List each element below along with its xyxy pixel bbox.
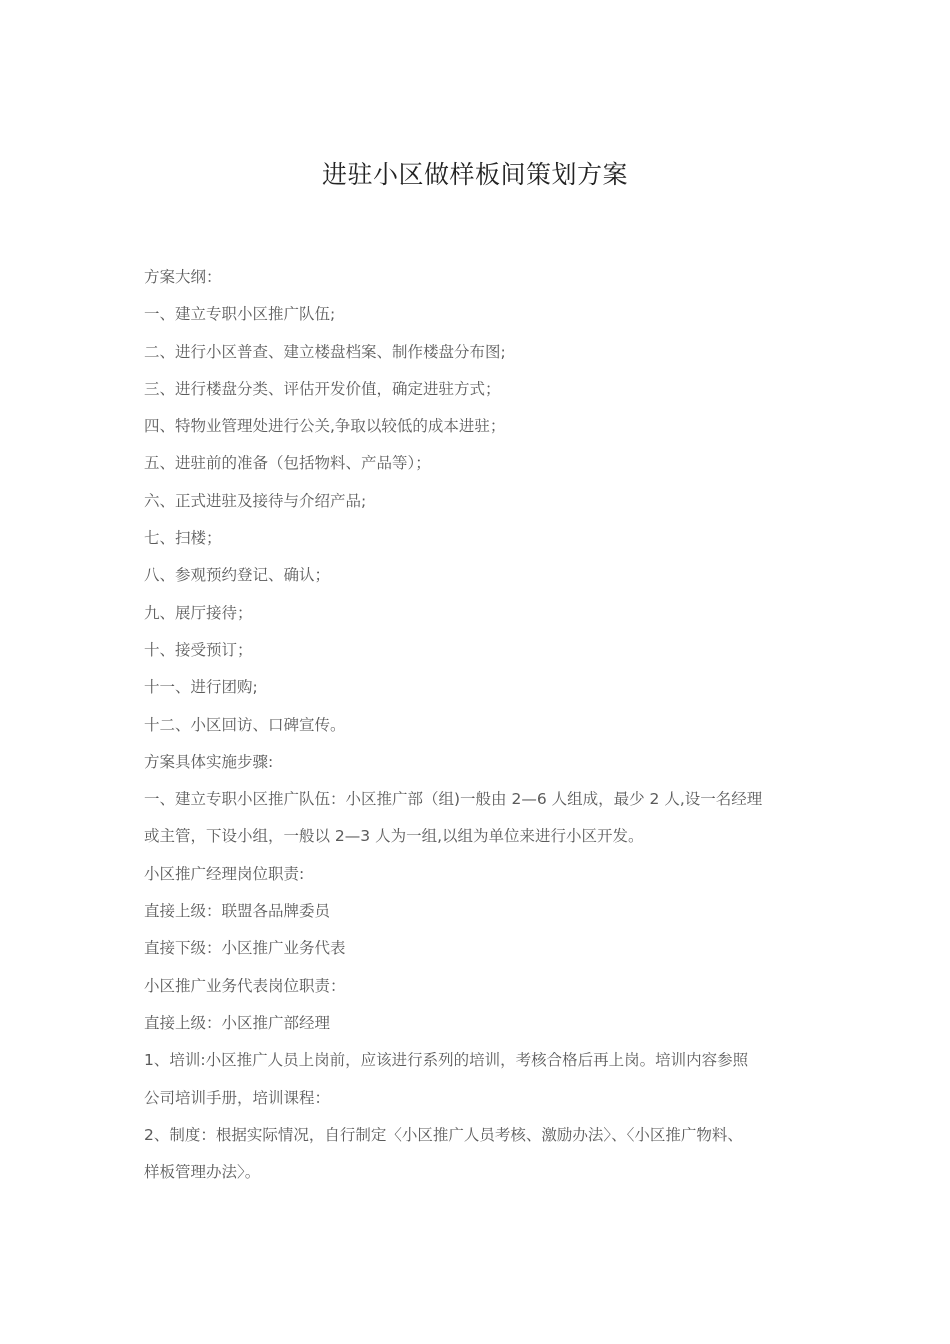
representative-direct-superior: 直接上级：小区推广部经理 xyxy=(144,1013,331,1032)
outline-item-11: 十一、进行团购; xyxy=(144,678,258,697)
outline-item-1: 一、建立专职小区推广队伍; xyxy=(144,305,336,324)
outline-item-3: 三、进行楼盘分类、评估开发价值，确定进驻方式； xyxy=(144,379,501,398)
outline-item-9: 九、展厅接待； xyxy=(144,603,253,622)
outline-item-4: 四、特物业管理处进行公关,争取以较低的成本进驻； xyxy=(144,417,506,436)
document-title: 进驻小区做样板间策划方案 xyxy=(321,160,628,189)
outline-item-7: 七、扫楼； xyxy=(144,529,222,548)
document-body xyxy=(144,259,824,1191)
system-paragraph-line-1: 2、制度：根据实际情况，自行制定〈小区推广人员考核、激励办法〉、〈小区推广物料、 xyxy=(144,1125,743,1144)
outline-item-6: 六、正式进驻及接待与介绍产品; xyxy=(144,491,367,510)
manager-direct-superior: 直接上级：联盟各品牌委员 xyxy=(144,902,331,921)
outline-heading: 方案大纲： xyxy=(144,268,222,286)
outline-item-5: 五、进驻前的准备（包括物料、产品等）； xyxy=(144,454,431,473)
outline-item-10: 十、接受预订； xyxy=(144,640,253,659)
outline-item-12: 十二、小区回访、口碑宣传。 xyxy=(144,715,346,734)
training-paragraph-line-1: 1、培训:小区推广人员上岗前，应该进行系列的培训，考核合格后再上岗。培训内容参照 xyxy=(144,1051,749,1070)
step-1-paragraph-line-2: 或主管，下设小组，一般以 2—3 人为一组,以组为单位来进行小区开发。 xyxy=(144,827,644,846)
steps-heading: 方案具体实施步骤: xyxy=(144,752,274,771)
representative-duties-heading: 小区推广业务代表岗位职责： xyxy=(144,976,346,995)
training-paragraph-line-2: 公司培训手册，培训课程： xyxy=(144,1088,331,1107)
manager-direct-subordinate: 直接下级：小区推广业务代表 xyxy=(144,939,346,958)
outline-item-2: 二、进行小区普查、建立楼盘档案、制作楼盘分布图; xyxy=(144,342,506,361)
outline-item-8: 八、参观预约登记、确认； xyxy=(144,566,331,585)
system-paragraph-line-2: 样板管理办法〉。 xyxy=(144,1163,261,1182)
manager-duties-heading: 小区推广经理岗位职责: xyxy=(144,864,305,883)
step-1-paragraph-line-1: 一、建立专职小区推广队伍：小区推广部（组)一般由 2—6 人组成，最少 2 人,设一名经理 xyxy=(144,790,763,809)
